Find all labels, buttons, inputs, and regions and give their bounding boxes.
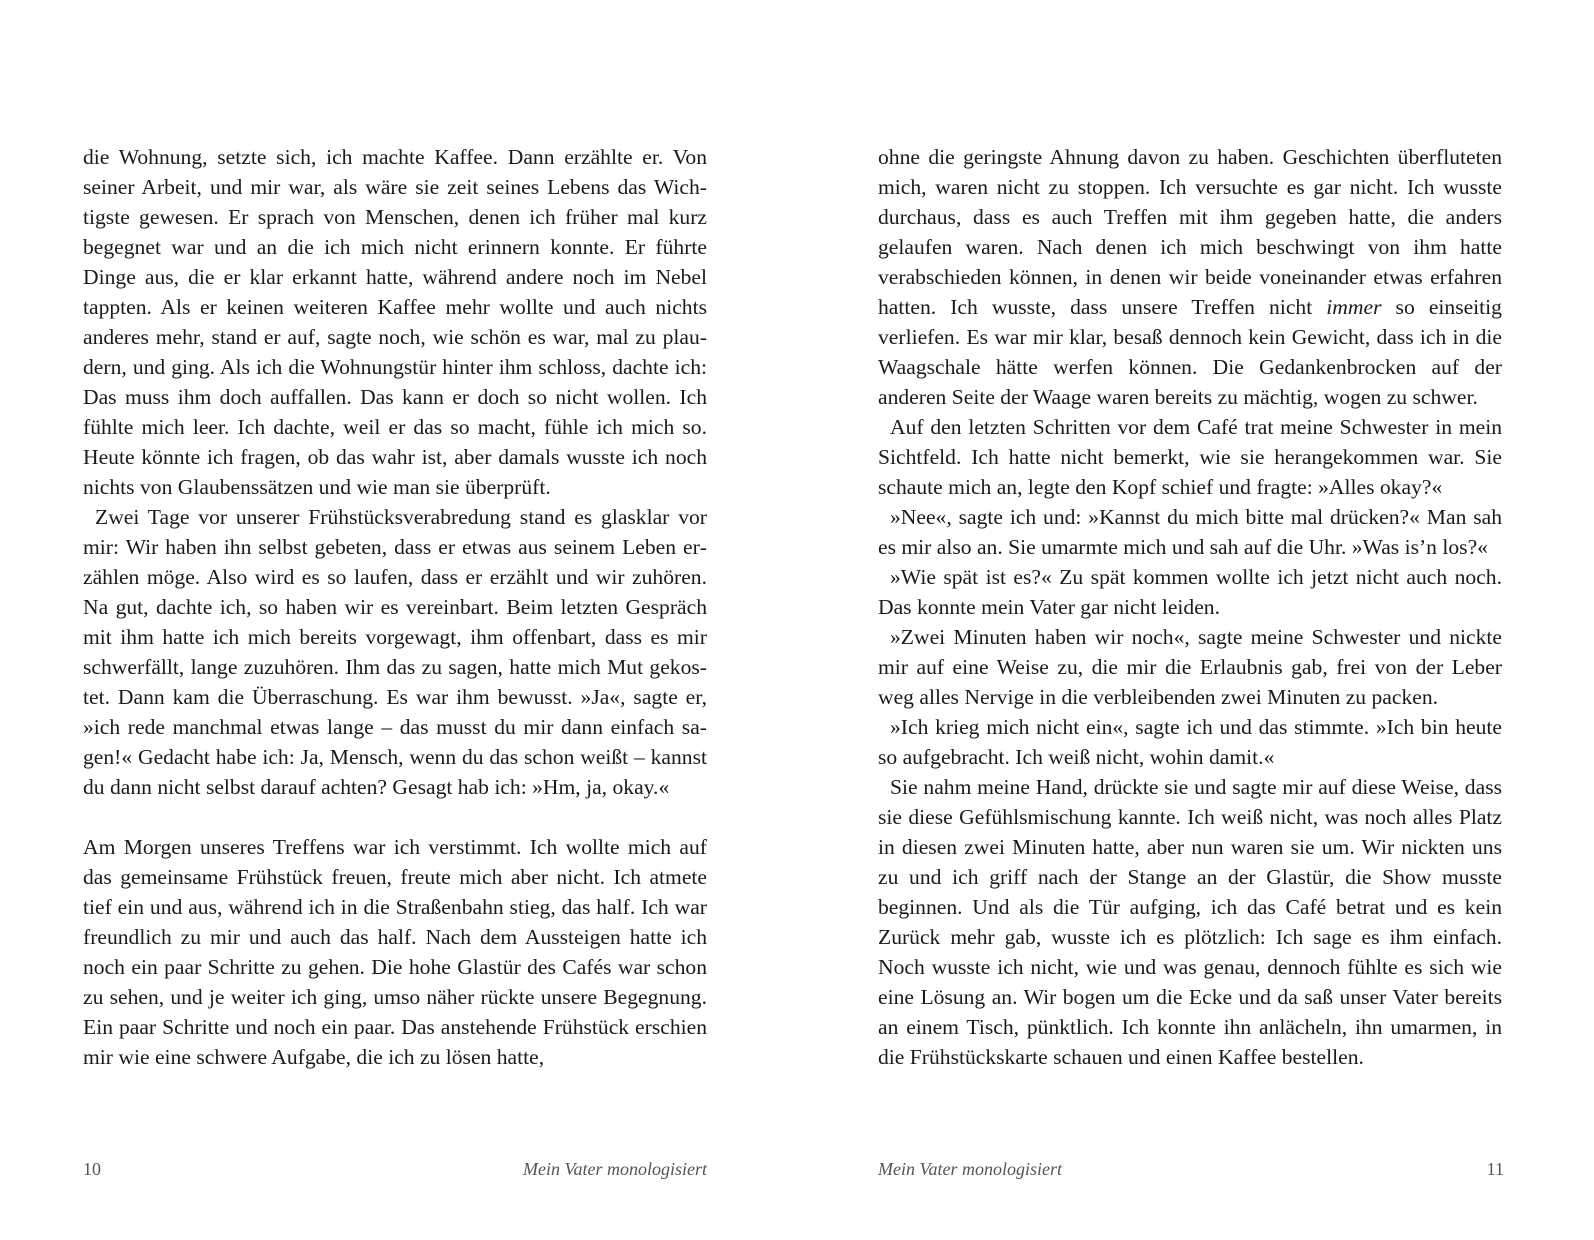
paragraph: »Ich krieg mich nicht ein«, sagte ich und das stimmte. »Ich bin heute so aufgebracht. Ich weiß nicht, wohin damit.« (878, 715, 1502, 769)
running-head: Mein Vater monologisiert (523, 1159, 707, 1179)
page-number: 11 (1486, 1159, 1504, 1179)
paragraph-text: ohne die geringste Ahnung davon zu haben. Geschichten überfluteten mich, waren nicht zu stoppen. Ich versuchte es gar nicht. Ich wusste durchaus, dass es auch Treffen mit ihm gegeben hatte, die anders gelaufen waren. Nach denen ich mich beschwingt von ihm hatte verabschieden können, in denen wir beide voneinander etwas erfahren hatten. Ich wusste, dass unsere Treffen nicht (878, 145, 1502, 319)
emphasis-text: immer (1326, 295, 1382, 319)
paragraph: Am Morgen unseres Treffens war ich verstimmt. Ich wollte mich auf das gemeinsame Frühstück freuen, freute mich aber nicht. Ich atmete tief ein und aus, während ich in die Straßenbahn stieg, das half. Ich war freundlich zu mir und auch das half. Nach dem Aussteigen hatte ich noch ein paar Schritte zu gehen. Die hohe Glastür des Cafés war schon zu sehen, und je weiter ich ging, umso näher rückte unsere Begegnung. Ein paar Schritte und noch ein paar. Das anstehende Frühstück erschien mir wie eine schwere Aufgabe, die ich zu lösen hatte, (83, 835, 707, 1069)
running-head: Mein Vater monologisiert (878, 1159, 1062, 1179)
paragraph-text: so einseitig verliefen. Es war mir klar, besaß dennoch kein Gewicht, dass ich in die Waagschale hätte werfen können. Die Gedankenbrocken auf der anderen Seite der Waage waren bereits zu mächtig, wogen zu schwer. (878, 295, 1502, 409)
paragraph: »Nee«, sagte ich und: »Kannst du mich bitte mal drücken?« Man sah es mir also an. Sie umarmte mich und sah auf die Uhr. »Was is’n los?« (878, 505, 1502, 559)
paragraph: Zwei Tage vor unserer Frühstücksverabredung stand es glasklar vor mir: Wir haben ihn selbst gebeten, dass er etwas aus seinem Leben erzählen möge. Also wird es so laufen, dass er erzählt und wir zuhören. Na gut, dachte ich, so haben wir es vereinbart. Beim letzten Gespräch mit ihm hatte ich mich bereits vorgewagt, ihm offenbart, dass es mir schwerfällt, lange zuzuhören. Ihm das zu sagen, hatte mich Mut gekostet. Dann kam die Überraschung. Es war ihm bewusst. »Ja«, sagte er, »ich rede manchmal etwas lange – das musst du mir dann einfach sagen!« Gedacht habe ich: Ja, Mensch, wenn du das schon weißt – kannst du dann nicht selbst darauf achten? Gesagt hab ich: »Hm, ja, okay.« (83, 505, 707, 799)
paragraph: »Wie spät ist es?« Zu spät kommen wollte ich jetzt nicht auch noch. Das konnte mein Vater gar nicht leiden. (878, 565, 1502, 619)
left-body-text (83, 142, 707, 1072)
paragraph: »Zwei Minuten haben wir noch«, sagte meine Schwester und nickte mir auf eine Weise zu, die mir die Erlaubnis gab, frei von der Leber weg alles Nervige in die verbleibenden zwei Minuten zu packen. (878, 625, 1502, 709)
right-body-text (878, 142, 1502, 1072)
paragraph: Auf den letzten Schritten vor dem Café trat meine Schwester in mein Sichtfeld. Ich hatte nicht bemerkt, wie sie herangekommen war. Sie schaute mich an, legte den Kopf schief und fragte: »Alles okay?« (878, 415, 1502, 499)
paragraph (878, 142, 1502, 412)
page-number: 10 (83, 1159, 101, 1179)
right-page (797, 0, 1594, 1240)
paragraph: die Wohnung, setzte sich, ich machte Kaffee. Dann erzählte er. Von seiner Arbeit, und mir war, als wäre sie zeit seines Lebens das Wichtigste gewesen. Er sprach von Menschen, denen ich früher mal kurz begegnet war und an die ich mich nicht erinnern konnte. Er führte Dinge aus, die er klar erkannt hatte, während andere noch im Nebel tappten. Als er keinen weiteren Kaffee mehr wollte und auch nichts anderes mehr, stand er auf, sagte noch, wie schön es war, mal zu plaudern, und ging. Als ich die Wohnungstür hinter ihm schloss, dachte ich: Das muss ihm doch auffallen. Das kann er doch so nicht wollen. Ich fühlte mich leer. Ich dachte, weil er das so macht, fühle ich mich so. Heute könnte ich fragen, ob das wahr ist, aber damals wusste ich noch nichts von Glaubenssätzen und wie man sie überprüft. (83, 145, 707, 499)
paragraph: Sie nahm meine Hand, drückte sie und sagte mir auf diese Weise, dass sie diese Gefühlsmischung kannte. Ich weiß nicht, was noch alles Platz in diesen zwei Minuten hatte, aber nun waren sie um. Wir nickten uns zu und ich griff nach der Stange an der Glastür, die Show musste beginnen. Und als die Tür aufging, ich das Café betrat und es kein Zurück mehr gab, wusste ich es plötzlich: Ich sage es ihm einfach. Noch wusste ich nicht, wie und was genau, dennoch fühlte es sich wie eine Lösung an. Wir bogen um die Ecke und da saß unser Vater bereits an einem Tisch, pünktlich. Ich konnte ihn anlächeln, ihn umarmen, in die Frühstückskarte schauen und einen Kaffee bestellen. (878, 775, 1502, 1069)
